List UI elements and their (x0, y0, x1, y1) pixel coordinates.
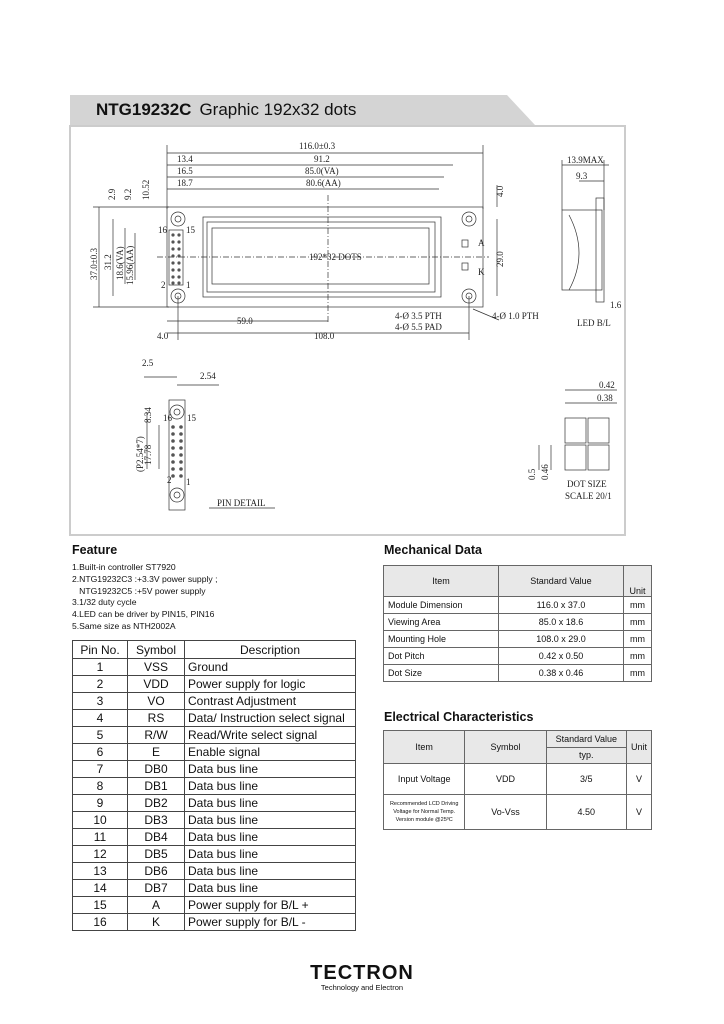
table-row (73, 880, 356, 897)
symbol-header: Symbol (128, 641, 185, 659)
elec-typ: 3/5 (546, 764, 626, 795)
mech-value: 108.0 x 29.0 (499, 631, 624, 648)
dim-108-0: 108.0 (314, 331, 335, 341)
dim-4-0-bottom: 4.0 (157, 331, 169, 341)
elec-row (384, 795, 652, 830)
pin-table (72, 640, 356, 931)
dim-4-0-right: 4.0 (495, 185, 505, 197)
pin-symbol: R/W (128, 727, 185, 744)
mechanical-table-header (384, 566, 652, 597)
mechanical-drawing (69, 125, 626, 536)
mech-unit: mm (624, 648, 652, 665)
dim-1-6: 1.6 (610, 300, 622, 310)
dim-overall-height: 37.0±0.3 (89, 248, 99, 280)
pin-table-header (73, 641, 356, 659)
pin-16-label: 16 (158, 225, 167, 235)
feature-line: 4.LED can be driver by PIN15, PIN16 (72, 609, 215, 620)
table-row (73, 778, 356, 795)
led-bl-label: LED B/L (577, 318, 611, 328)
brand-tagline: Technology and Electron (320, 983, 404, 992)
pin-description: Power supply for B/L + (185, 897, 356, 914)
pin-detail-17-78: 17.78 (143, 444, 153, 465)
table-row (73, 659, 356, 676)
brand-logo (300, 962, 424, 992)
mech-value: 85.0 x 18.6 (499, 614, 624, 631)
mech-value: 0.38 x 0.46 (499, 665, 624, 682)
dim-2-9: 2.9 (107, 188, 117, 200)
dim-9-3: 9.3 (576, 171, 588, 181)
table-row (384, 597, 652, 614)
pin-description: Data bus line (185, 812, 356, 829)
pin-number: 14 (73, 880, 128, 897)
pin-detail-16: 16 (163, 413, 172, 423)
pin-symbol: VSS (128, 659, 185, 676)
dot-size-0-46: 0.46 (540, 464, 550, 480)
pin-number: 12 (73, 846, 128, 863)
table-row (384, 665, 652, 682)
mech-unit: mm (624, 614, 652, 631)
mechanical-table-body (384, 597, 652, 682)
pin-detail-1: 1 (186, 477, 191, 487)
pin-description: Enable signal (185, 744, 356, 761)
pin-symbol: DB3 (128, 812, 185, 829)
dim-15-96-aa: 15.96(AA) (125, 245, 135, 285)
feature-line: 5.Same size as NTH2002A (72, 620, 176, 631)
table-row (73, 727, 356, 744)
pin-15-label: 15 (186, 225, 195, 235)
pin-detail-15: 15 (187, 413, 196, 423)
table-row (73, 846, 356, 863)
dim-9-2: 9.2 (123, 188, 133, 200)
pin-symbol: RS (128, 710, 185, 727)
pin-2-label: 2 (161, 280, 166, 290)
model-name: NTG19232C (96, 100, 192, 119)
dot-size-0-42: 0.42 (599, 380, 615, 390)
dim-80-6-aa: 80.6(AA) (306, 178, 341, 188)
pin-1-label: 1 (186, 280, 191, 290)
pin-number: 1 (73, 659, 128, 676)
mech-unit-header: Unit (624, 566, 652, 597)
pin-number: 6 (73, 744, 128, 761)
pin-description: Data bus line (185, 863, 356, 880)
pin-symbol: A (128, 897, 185, 914)
pin-symbol: DB2 (128, 795, 185, 812)
table-row (73, 829, 356, 846)
pin-symbol: DB7 (128, 880, 185, 897)
pin-symbol: K (128, 914, 185, 931)
pin-number: 10 (73, 812, 128, 829)
pin-number: 8 (73, 778, 128, 795)
pin-detail-2-5: 2.5 (142, 358, 154, 368)
mech-value: 116.0 x 37.0 (499, 597, 624, 614)
mech-item-header: Item (384, 566, 499, 597)
dim-85-va: 85.0(VA) (305, 166, 339, 176)
mech-item: Viewing Area (384, 614, 499, 631)
elec-item: Input Voltage (384, 764, 465, 795)
dot-size-label: DOT SIZE (567, 479, 607, 489)
mech-item: Module Dimension (384, 597, 499, 614)
elec-symbol: Vo-Vss (465, 795, 546, 830)
feature-line: 2.NTG19232C3 :+3.3V power supply ; (72, 573, 218, 584)
pin-detail-pitch: (P2.54*7) (135, 436, 145, 472)
dim-59-0: 59.0 (237, 316, 253, 326)
elec-item-multiline (384, 795, 465, 830)
pin-description: Data/ Instruction select signal (185, 710, 356, 727)
dim-91-2: 91.2 (314, 154, 330, 164)
pin-number: 15 (73, 897, 128, 914)
feature-line: NTG19232C5 :+5V power supply (72, 585, 206, 596)
pin-description: Data bus line (185, 795, 356, 812)
pin-detail-label: PIN DETAIL (217, 498, 266, 508)
pin-description: Ground (185, 659, 356, 676)
pin-description: Data bus line (185, 761, 356, 778)
pin-description: Data bus line (185, 880, 356, 897)
dim-10-52: 10.52 (141, 179, 151, 200)
dim-31-2: 31.2 (103, 254, 113, 270)
table-row (73, 897, 356, 914)
dim-13-9max: 13.9MAX (567, 155, 604, 165)
table-row (73, 744, 356, 761)
table-row (73, 710, 356, 727)
led-pth-label: 4-Ø 1.0 PTH (492, 311, 539, 321)
pin-symbol: VDD (128, 676, 185, 693)
pin-symbol: DB0 (128, 761, 185, 778)
pin-number: 5 (73, 727, 128, 744)
mechanical-title: Mechanical Data (384, 543, 482, 557)
pin-number: 4 (73, 710, 128, 727)
pin-number: 11 (73, 829, 128, 846)
holes-pad-label: 4-Ø 5.5 PAD (395, 322, 442, 332)
table-row (384, 631, 652, 648)
mech-value: 0.42 x 0.50 (499, 648, 624, 665)
pin-number: 3 (73, 693, 128, 710)
elec-unit: V (626, 795, 651, 830)
pin-number: 16 (73, 914, 128, 931)
holes-pth-label: 4-Ø 3.5 PTH (395, 311, 442, 321)
table-row (73, 863, 356, 880)
mech-item: Mounting Hole (384, 631, 499, 648)
table-row (73, 795, 356, 812)
elec-item-line: Version module @25ºC (395, 817, 453, 823)
pin-number: 7 (73, 761, 128, 778)
pin-number: 9 (73, 795, 128, 812)
dim-13-4: 13.4 (177, 154, 193, 164)
table-row (73, 676, 356, 693)
mech-item: Dot Size (384, 665, 499, 682)
description-header: Description (185, 641, 356, 659)
pin-description: Data bus line (185, 846, 356, 863)
feature-list (72, 562, 217, 633)
feature-line: 3.1/32 duty cycle (72, 597, 137, 608)
elec-std-header: Standard Value (546, 731, 626, 748)
dim-16-5: 16.5 (177, 166, 193, 176)
elec-item-line: Recommended LCD Driving (389, 801, 459, 807)
pin-number: 13 (73, 863, 128, 880)
elec-unit-header: Unit (626, 731, 651, 764)
table-row (73, 812, 356, 829)
table-row (384, 648, 652, 665)
mech-item: Dot Pitch (384, 648, 499, 665)
elec-item-header: Item (384, 731, 465, 764)
table-row (73, 693, 356, 710)
pin-no-header: Pin No. (73, 641, 128, 659)
pin-k-label: K (478, 267, 485, 277)
pin-detail-2: 2 (167, 475, 172, 485)
model-subtitle: Graphic 192x32 dots (199, 100, 357, 119)
electrical-table (383, 730, 652, 830)
pin-symbol: DB1 (128, 778, 185, 795)
pin-symbol: DB4 (128, 829, 185, 846)
elec-item-line: Voltage for Normal Temp. (393, 809, 456, 815)
dot-size-0-5: 0.5 (527, 468, 537, 480)
pin-table-body (73, 659, 356, 931)
table-row (73, 914, 356, 931)
dim-18-7: 18.7 (177, 178, 193, 188)
table-row (73, 761, 356, 778)
mech-unit: mm (624, 597, 652, 614)
pin-number: 2 (73, 676, 128, 693)
elec-symbol: VDD (465, 764, 546, 795)
dot-cell (565, 418, 586, 443)
pin-description: Contrast Adjustment (185, 693, 356, 710)
mech-value-header: Standard Value (499, 566, 624, 597)
mech-unit: mm (624, 631, 652, 648)
dim-18-6-va: 18.6(VA) (115, 246, 125, 280)
elec-symbol-header: Symbol (465, 731, 546, 764)
pin-detail-8-34: 8.34 (143, 407, 153, 423)
feature-title: Feature (72, 543, 118, 557)
mech-unit: mm (624, 665, 652, 682)
pin-description: Power supply for B/L - (185, 914, 356, 931)
electrical-title: Electrical Characteristics (384, 710, 534, 724)
title-banner (70, 95, 535, 125)
pin-description: Data bus line (185, 829, 356, 846)
elec-typ-header: typ. (546, 747, 626, 764)
dim-overall-width: 116.0±0.3 (299, 141, 336, 151)
pin-description: Read/Write select signal (185, 727, 356, 744)
dim-29-0: 29.0 (495, 251, 505, 267)
pin-description: Power supply for logic (185, 676, 356, 693)
elec-typ: 4.50 (546, 795, 626, 830)
dot-size-scale: SCALE 20/1 (565, 491, 612, 501)
pin-symbol: DB6 (128, 863, 185, 880)
pin-description: Data bus line (185, 778, 356, 795)
elec-unit: V (626, 764, 651, 795)
brand-name: TECTRON (310, 962, 414, 984)
dots-label: 192*32 DOTS (309, 252, 362, 262)
table-row (384, 614, 652, 631)
pin-a-label: A (478, 238, 485, 248)
pin-symbol: VO (128, 693, 185, 710)
dot-size-0-38: 0.38 (597, 393, 613, 403)
feature-line: 1.Built-in controller ST7920 (72, 562, 176, 572)
elec-row (384, 764, 652, 795)
pin-detail-2-54: 2.54 (200, 371, 216, 381)
pin-symbol: E (128, 744, 185, 761)
page-title (96, 100, 356, 120)
pin-symbol: DB5 (128, 846, 185, 863)
mechanical-table (383, 565, 652, 682)
